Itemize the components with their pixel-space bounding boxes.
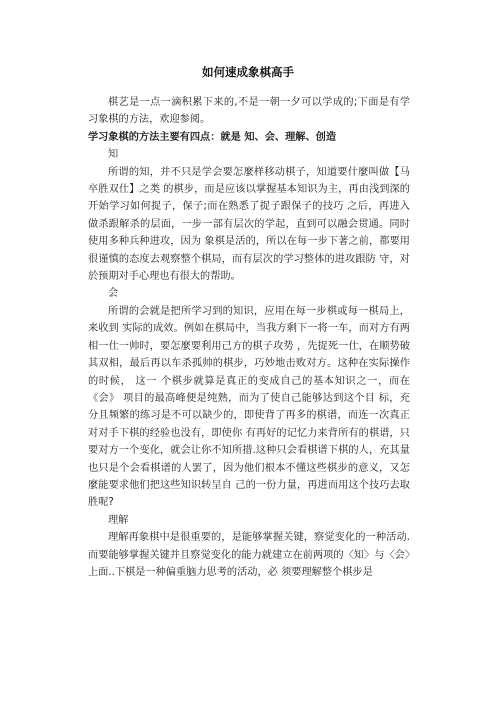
subheading-apply: 会 — [108, 288, 119, 300]
paragraph-understand: 理解再象棋中是很重要的，是能够掌握关键，察觉变化的一种活动. 而要能够掌握关键并且察觉变化的能力就建立在前两项的〈知〉与〈会〉上面..下棋是一种偏重脑力思考的活动，必 须要理解整个棋步是 — [88, 532, 410, 578]
document-body — [88, 94, 410, 581]
paragraph-apply: 所谓的会就是把所学习到的知识，应用在每一步棋或每一棋局上，来收到 实际的成效。例如在棋局中，当我方剩下一将一车，而对方有两相一仕一帅时，要怎麼要利用己方的棋子攻势 ，先捉死一仕，在顺势破其双相，最后再以车杀孤帅的棋步，巧妙地击败对方。这种在实际操作的时候， 这一 个棋步就算是真正的变成自己的基本知识之一，而在《会》 项目的最高峰便是纯熟，而为了使自己能够达到这个目 标，充分且频繁的练习是不可以缺少的，即使背了再多的棋谱，而连一次真正对对手下棋的经验也没有，即使你 有再好的记忆力来背所有的棋谱，只要对方一个变化，就会让你不知所措.这种只会看棋谱下棋的人，充其量也只是个会看棋谱的人罢了，因为他们根本不懂这些棋步的意义，又怎麼能要求他们把这些知识转呈自 己的一份力量，再进而用这个技巧去取胜呢? — [88, 305, 410, 509]
subheading-know: 知 — [108, 149, 119, 161]
section-heading-methods: 学习象棋的方法主要有四点：就是 知、会、理解、创造 — [88, 131, 337, 143]
document-title: 如何速成象棋高手 — [202, 65, 294, 79]
intro-paragraph: 棋艺是一点一滴积累下来的,不是一朝一夕可以学成的;下面是有学习象棋的方法，欢迎参阅。 — [88, 97, 410, 126]
subheading-understand: 理解 — [108, 514, 129, 526]
paragraph-know: 所谓的知，并不只是学会要怎麼样移动棋子，知道要什麼叫做【马卒胜双仕】之类 的棋步，而是应该以掌握基本知识为主，再由浅到深的开始学习如何捉子，保子;而在熟悉了捉子跟保子的技巧 之后，再进入做杀跟解杀的层面，一步一部有层次的学起，直到可以融会贯通。同时使用多种兵种进攻，因为 象棋是活的，所以在每一步下著之前，都要用很谨慎的态度去观察整个棋局，而有层次的学习整体的进攻跟防 守，对於预期对手心理也有很大的帮助。 — [88, 166, 410, 283]
